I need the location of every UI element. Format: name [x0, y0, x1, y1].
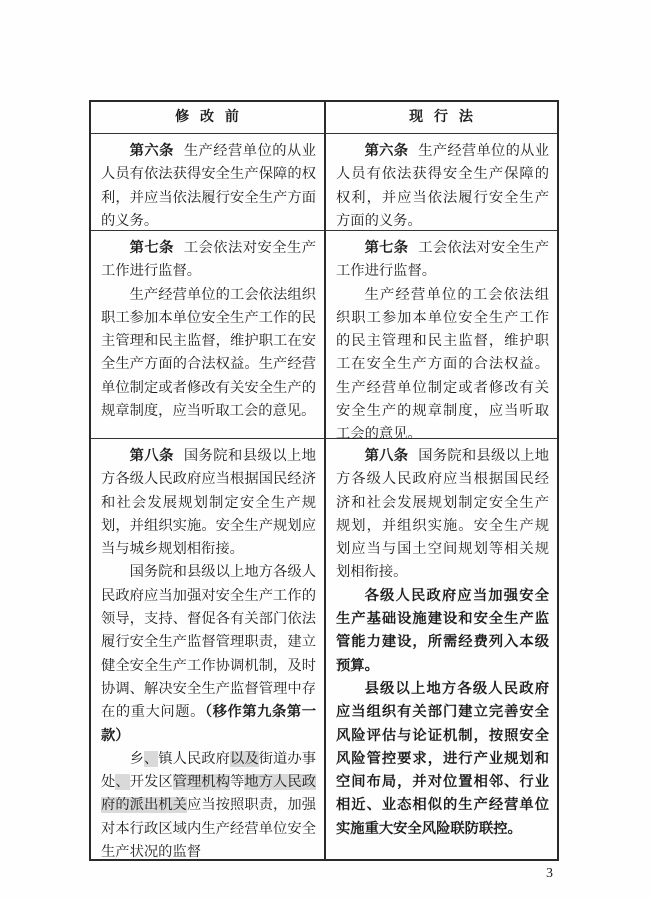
- cell-current-article-6: [324, 134, 557, 230]
- text-segment: 应当按照职责，加强对本行政区域内生产经营单位安全生产状况的监督: [101, 797, 316, 861]
- cell-before-article-8: [91, 439, 324, 859]
- article-number: 第六条: [129, 143, 174, 159]
- highlighted-segment: 、: [143, 750, 159, 767]
- highlighted-segment: 地方人民政府的派出机关: [101, 774, 317, 814]
- comparison-table: [89, 100, 559, 861]
- paragraph: [101, 561, 316, 747]
- paragraph: [336, 445, 549, 585]
- cell-current-article-8: [324, 439, 557, 859]
- text-segment: 等: [230, 774, 245, 791]
- relocation-note: （移作第九条第一款）: [101, 704, 316, 744]
- text-segment: 乡: [129, 750, 144, 767]
- cell-current-article-7: [324, 231, 557, 443]
- article-text: 工会依法对安全生产工作进行监督。: [101, 240, 317, 280]
- article-number: 第八条: [129, 448, 174, 464]
- header-before-amendment: 修 改 前: [175, 109, 242, 125]
- table-row-article-7: [91, 230, 557, 443]
- highlighted-segment: 以及: [230, 750, 259, 767]
- text-segment: 镇人民政府: [158, 750, 230, 767]
- table-row-article-8: [91, 438, 557, 859]
- paragraph-with-highlights: [101, 748, 316, 864]
- paragraph: 生产经营单位的工会依法组织职工参加本单位安全生产工作的民主管理和民主监督，维护职工在安全生产方面的合法权益。生产经营单位制定或者修改有关安全生产的规章制度，应当听取工会的意见。: [101, 286, 316, 420]
- cell-before-article-6: [91, 134, 324, 230]
- paragraph: [336, 237, 549, 284]
- highlighted-segment: 、: [115, 774, 130, 791]
- paragraph-new-provision: 各级人民政府应当加强安全生产基础设施建设和安全生产监管能力建设，所需经费列入本级预算。: [336, 587, 549, 674]
- article-text: 生产经营单位的从业人员有依法获得安全生产保障的权利，并应当依法履行安全生产方面的义务。: [336, 143, 550, 229]
- article-number: 第八条: [364, 448, 409, 464]
- header-current-law: 现 行 法: [324, 102, 557, 133]
- article-text: 国务院和县级以上地方各级人民政府应当根据国民经济和社会发展规划制定安全生产规划，并组织实施。安全生产规划应当与城乡规划相衔接。: [101, 448, 317, 558]
- article-text: 国务院和县级以上地方各级人民政府应当加强对安全生产工作的领导，支持、督促各有关部门依法履行安全生产监督管理职责，建立健全安全生产工作协调机制，及时协调、解决安全生产监督管理中存在的重大问题。: [101, 564, 316, 721]
- highlighted-segment: 管理机构: [172, 774, 231, 791]
- text-segment: 开发区: [129, 774, 173, 791]
- paragraph: [101, 237, 316, 284]
- cell-before-article-7: [91, 231, 324, 438]
- article-number: 第六条: [364, 143, 409, 159]
- text-segment: 街道办事处: [101, 750, 317, 791]
- article-text: 工会依法对安全生产工作进行监督。: [336, 240, 550, 280]
- table-row-article-6: [91, 133, 557, 230]
- paragraph: [101, 140, 316, 233]
- paragraph: [336, 140, 549, 233]
- paragraph: 生产经营单位的工会依法组织职工参加本单位安全生产工作的民主管理和民主监督，维护职工在安全生产方面的合法权益。生产经营单位制定或者修改有关安全生产的规章制度，应当听取工会的意见。: [336, 286, 549, 443]
- table-header-row: [91, 102, 557, 133]
- article-number: 第七条: [129, 240, 174, 256]
- paragraph-new-provision: 县级以上地方各级人民政府应当组织有关部门建立完善安全风险评估与论证机制，按照安全风险管控要求，进行产业规划和空间布局，并对位置相邻、行业相近、业态相似的生产经营单位实施重大安全风险联防联控。: [336, 680, 549, 837]
- page-number: 3: [546, 866, 553, 881]
- article-number: 第七条: [364, 240, 409, 256]
- paragraph: [101, 445, 316, 561]
- article-text: 国务院和县级以上地方各级人民政府应当根据国民经济和社会发展规划制定安全生产规划，并组织实施。安全生产规划应当与国土空间规划等相关规划相衔接。: [336, 448, 550, 581]
- article-text: 生产经营单位的从业人员有依法获得安全生产保障的权利，并应当依法履行安全生产方面的义务。: [101, 143, 317, 229]
